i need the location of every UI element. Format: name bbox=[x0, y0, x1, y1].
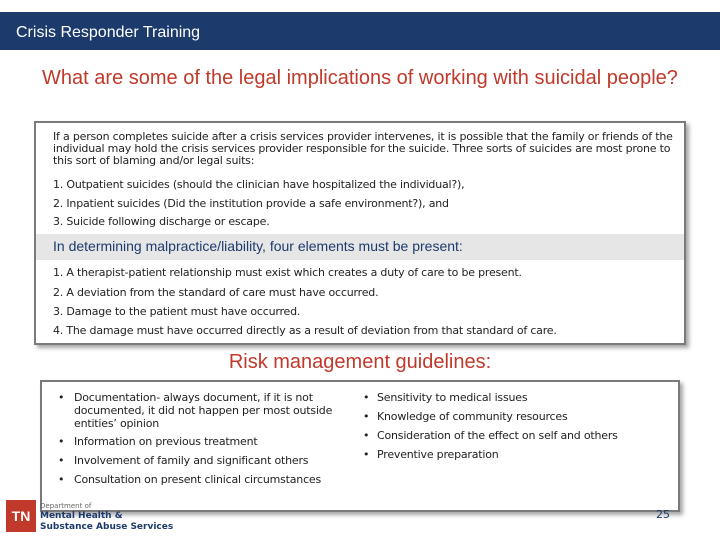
logo-line: Mental Health & bbox=[40, 511, 123, 521]
guideline-right-item: Preventive preparation bbox=[377, 448, 499, 461]
bullet: • bbox=[58, 391, 65, 404]
intro-paragraph: If a person completes suicide after a crisis services provider intervenes, it is possible that the family or friends of the individual may hold the crisis services provider responsible for the suicide. Three sorts of suicides are most prone to this sort of blaming and/or legal suits: bbox=[53, 130, 673, 167]
bullet: • bbox=[58, 454, 65, 467]
guideline-right-item: Sensitivity to medical issues bbox=[377, 391, 528, 404]
page-number: 25 bbox=[656, 508, 670, 521]
guideline-right-item: Knowledge of community resources bbox=[377, 410, 568, 423]
guideline-right-item: Consideration of the effect on self and others bbox=[377, 429, 618, 442]
suicide-type-item: 3. Suicide following discharge or escape. bbox=[53, 215, 270, 228]
suicide-type-item: 2. Inpatient suicides (Did the institution provide a safe environment?), and bbox=[53, 197, 449, 210]
guideline-left-item: Consultation on present clinical circumstances bbox=[74, 473, 322, 486]
guideline-left-item: Documentation- always document, if it is not documented, it did not happen per most outside entities’ opinion bbox=[74, 391, 333, 430]
logo-line: Department of bbox=[40, 502, 92, 510]
bullet: • bbox=[58, 435, 65, 448]
malpractice-heading: In determining malpractice/liability, four elements must be present: bbox=[53, 238, 463, 254]
malpractice-element-item: 2. A deviation from the standard of care must have occurred. bbox=[53, 286, 379, 299]
bullet: • bbox=[363, 410, 370, 423]
header-title: Crisis Responder Training bbox=[16, 24, 201, 41]
bullet: • bbox=[363, 391, 370, 404]
suicide-type-item: 1. Outpatient suicides (should the clinician have hospitalized the individual?), bbox=[53, 178, 465, 191]
malpractice-element-item: 3. Damage to the patient must have occurred. bbox=[53, 305, 301, 318]
bullet: • bbox=[363, 448, 370, 461]
guideline-left-item: Involvement of family and significant others bbox=[74, 454, 309, 467]
malpractice-element-item: 4. The damage must have occurred directly as a result of deviation from that standard of care. bbox=[53, 324, 557, 337]
bullet: • bbox=[363, 429, 370, 442]
risk-management-title: Risk management guidelines: bbox=[228, 351, 492, 373]
malpractice-element-item: 1. A therapist-patient relationship must exist which creates a duty of care to be present. bbox=[53, 266, 522, 279]
guideline-left-item: Information on previous treatment bbox=[74, 435, 258, 448]
bullet: • bbox=[58, 473, 65, 486]
tn-logo-mark: TN bbox=[6, 500, 36, 532]
logo-line: Substance Abuse Services bbox=[40, 522, 174, 532]
department-logo bbox=[6, 500, 174, 536]
page-title: What are some of the legal implications of working with suicidal people? bbox=[42, 67, 678, 89]
